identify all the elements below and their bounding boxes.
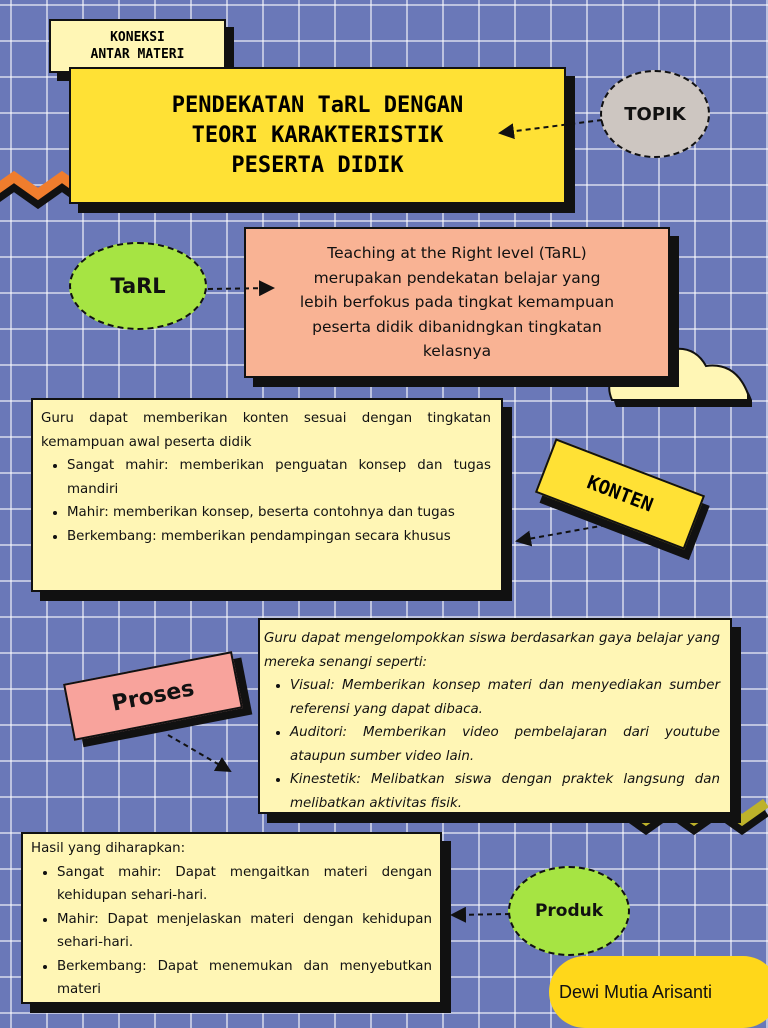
tarl-desc-line3: lebih berfokus pada tingkat kemampuan [299, 293, 615, 312]
produk-item: • Mahir: Dapat menjelaskan materi dengan kehidupan sehari-hari. [57, 908, 432, 955]
page-title-line2: TEORI KARAKTERISTIK [191, 122, 444, 148]
page-title-line3: PESERTA DIDIK [231, 152, 404, 178]
konten-arrow [517, 525, 606, 541]
produk-label: Produk [534, 901, 604, 921]
author-name: Dewi Mutia Arisanti [559, 981, 713, 1002]
tarl-desc-line5: kelasnya [422, 342, 492, 361]
konten-label: KONTEN [584, 471, 656, 517]
proses-item: • Visual: Memberikan konsep materi dan menyediakan sumber referensi yang dapat dibaca. [290, 674, 720, 721]
tarl-desc-line4: peserta didik dibanidngkan tingkatan [312, 317, 602, 336]
koneksi-tag-line1: KONEKSI [110, 30, 165, 45]
konten-item: • Berkembang: memberikan pendampingan secara khusus [67, 525, 491, 549]
konten-intro: Guru dapat memberikan konten sesuai dengan tingkatan kemampuan awal peserta didik [41, 411, 491, 450]
page-title-line1: PENDEKATAN TaRL DENGAN [171, 92, 464, 118]
proses-arrow [168, 735, 230, 771]
produk-arrow [452, 914, 510, 915]
tarl-desc-line1: Teaching at the Right level (TaRL) [327, 244, 587, 263]
tarl-arrow [208, 288, 273, 289]
proses-item: • Kinestetik: Melibatkan siswa dengan praktek langsung dan melibatkan aktivitas fisik. [290, 768, 720, 815]
konten-item: • Sangat mahir: memberikan penguatan konsep dan tugas mandiri [67, 454, 491, 501]
tarl-label: TaRL [110, 274, 166, 298]
topik-label: TOPIK [624, 103, 686, 125]
produk-item: • Sangat mahir: Dapat mengaitkan materi dengan kehidupan sehari-hari. [57, 861, 432, 908]
produk-item: • Berkembang: Dapat menemukan dan menyebutkan materi [57, 955, 432, 1002]
tarl-desc-line2: merupakan pendekatan belajar yang [313, 268, 601, 287]
proses-item: • Auditori: Memberikan video pembelajaran dari youtube ataupun sumber video lain. [290, 721, 720, 768]
topik-arrow [500, 120, 602, 133]
koneksi-tag-line2: ANTAR MATERI [90, 47, 185, 62]
konten-item: • Mahir: memberikan konsep, beserta contohnya dan tugas [67, 501, 491, 525]
produk-intro: Hasil yang diharapkan: [31, 841, 186, 856]
proses-intro: Guru dapat mengelompokkan siswa berdasarkan gaya belajar yang mereka senangi seperti: [264, 631, 720, 670]
proses-label: Proses [109, 675, 197, 717]
